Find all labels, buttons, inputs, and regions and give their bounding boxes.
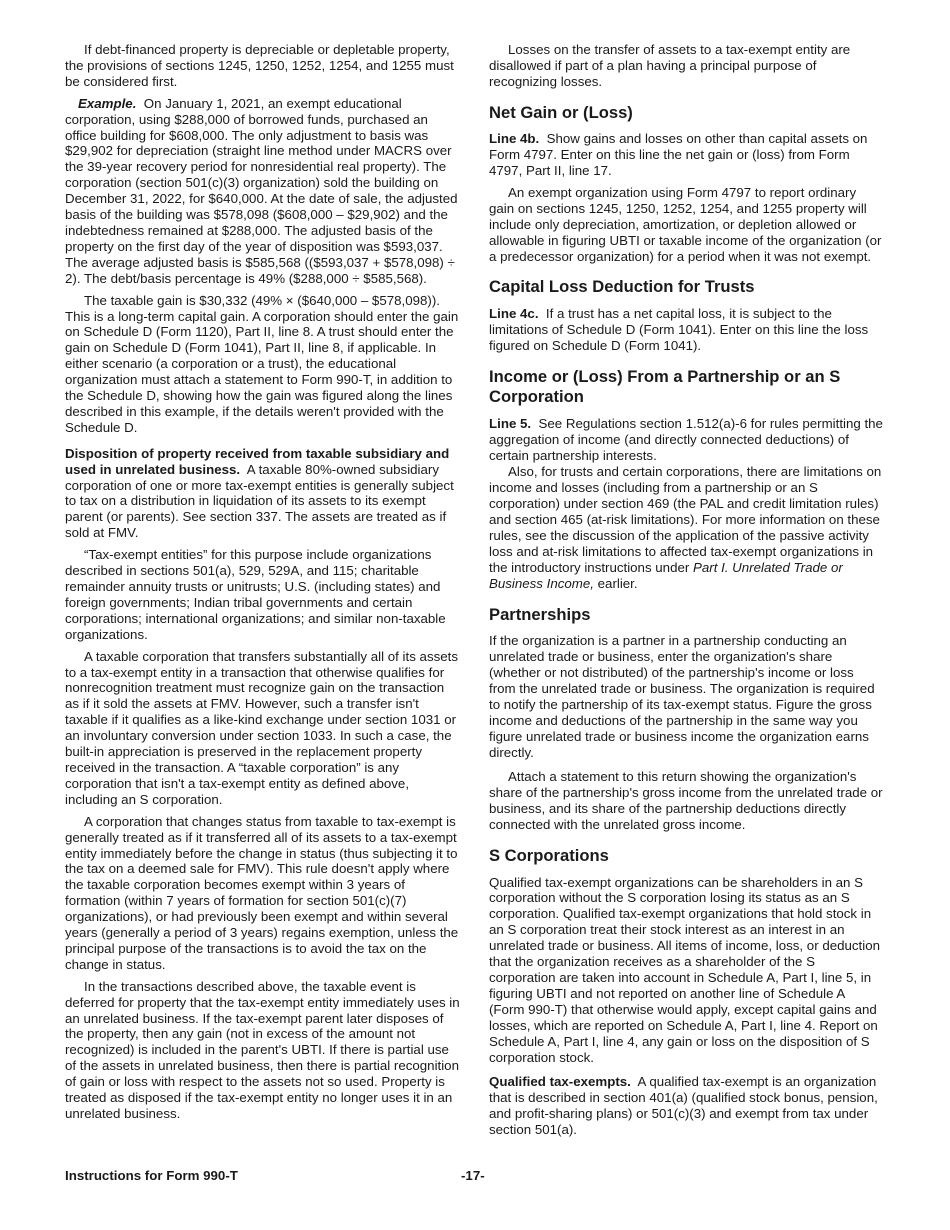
disposition-label: Disposition of property received from taxable subsidiary and used in unrelated business. [65, 445, 450, 477]
heading-partnerships: Partnerships [489, 604, 591, 624]
heading-s-corporations: S Corporations [489, 846, 609, 866]
paragraph-line-4c [489, 306, 883, 354]
line-4b-text: Show gains and losses on other than capital assets on Form 4797. Enter on this line the net gain or (loss) from Form 4797, Part II, line 17. [489, 131, 868, 179]
paragraph-partnership-statement: Attach a statement to this return showing the organization's share of the partnership's gross income from the unrelated trade or business, and its share of the partnership deductions directly connected with the unrelated gross income. [489, 769, 883, 833]
qualified-tax-exempts-label: Qualified tax-exempts. [489, 1074, 631, 1090]
paragraph-also-limitations [489, 464, 883, 591]
footer-form-title: Instructions for Form 990-T [65, 1168, 238, 1183]
paragraph-line-5 [489, 416, 883, 464]
line-4c-text: If a trust has a net capital loss, it is subject to the limitations of Schedule D (Form 1041). Enter on this line the loss figured on Schedule D (Form 1041). [489, 305, 869, 353]
paragraph-qualified-tax-exempts [489, 1074, 883, 1138]
paragraph-line-4b [489, 131, 883, 179]
paragraph-losses-transfer: Losses on the transfer of assets to a tax-exempt entity are disallowed if part of a plan having a principal purpose of recognizing losses. [489, 42, 851, 89]
also-end: earlier. [597, 575, 638, 591]
paragraph-example [65, 96, 461, 287]
heading-capital-loss: Capital Loss Deduction for Trusts [489, 277, 755, 297]
right-column [489, 42, 883, 1144]
left-column [65, 42, 461, 1128]
part-i-reference: Part I. Unrelated Trade or Business Income, [489, 559, 843, 591]
paragraph-s-corporations: Qualified tax-exempt organizations can be shareholders in an S corporation without the S corporation losing its status as an S corporation. Qualified tax-exempt organizations that hold stock in an S corporation treat their stock interest as an interest in an unrelated trade or business. All items of income, loss, or deduction that the organization receives as a shareholder of the S corporation are taken into account in Schedule A, Part I, line 5, in figuring UBTI and not reported on another line of Schedule A (Form 990-T) that otherwise would apply, except capital gains and losses, which are reported on Schedule A, Part I, line 4. Report on Schedule A, Part I, line 4, any gain or loss on the disposition of S corporation stock. [489, 874, 880, 1065]
example-label: Example. [78, 95, 137, 111]
paragraph-partnership-share: If the organization is a partner in a partnership conducting an unrelated trade or business, enter the organization's share (whether or not distributed) of the partnership's income or loss from the unrelated trade or business. The organization is required to notify the partnership of its tax-exempt status. Figure the gross income and deductions of the partnership in the same way you figure unrelated trade or business income the organization earns directly. [489, 633, 875, 760]
heading-income-partnership: Income or (Loss) From a Partnership or an S Corporation [489, 366, 841, 407]
line-5-label: Line 5. [489, 415, 532, 431]
disposition-text: A taxable 80%-owned subsidiary corporation of one or more tax-exempt entities is generally subject to tax on a distribution in liquidation of its assets to its exempt parent (or parents). See section 337. The assets are treated as if sold at FMV. [65, 461, 454, 541]
heading-net-gain: Net Gain or (Loss) [489, 102, 633, 122]
paragraph-deferred-event: In the transactions described above, the taxable event is deferred for property that the tax-exempt entity immediately uses in an unrelated business. If the tax-exempt parent later disposes of the property, then any gain (not in excess of the amount not recognized) is included in the parent's UBTI. If there is partial use of the assets in unrelated business, then there is partial recognition of gain or loss with respect to the assets not so used. Property is treated as disposed if the tax-exempt entity no longer uses it in an unrelated business. [65, 978, 460, 1121]
paragraph-change-status: A corporation that changes status from taxable to tax-exempt is generally treated as if it transferred all of its assets to a tax-exempt entity immediately before the change in status (thus subjecting it to the tax on a deemed sale for FMV). This rule doesn't apply where the taxable corporation becomes exempt within 3 years of formation (within 7 years of formation for section 501(c)(7) organizations), or had previously been exempt and within several years (generally a period of 3 years) regains exemption, unless the principal purpose of the transactions is to avoid the tax on the change in status. [65, 813, 459, 972]
example-text: On January 1, 2021, an exempt educational corporation, using $288,000 of borrowed funds, purchased an office building for $608,000. The only adjustment to basis was $29,902 for depreciation (straight line method under MACRS over the 39-year recovery period for nonresidential real property). The corporation (section 501(c)(3) organization) sold the building on December 31, 2022, for $640,000. At the date of sale, the adjusted basis of the building was $578,098 ($608,000 – $29,902) and the indebtedness remained at $288,000. The adjusted basis of the property on the first day of the year of disposition was $593,037. The average adjusted basis is $585,568 (($593,037 + $578,098) ÷ 2). The debt/basis percentage is 49% ($288,000 ÷ $585,568). [65, 95, 458, 286]
paragraph-tax-exempt-entities: “Tax-exempt entities” for this purpose include organizations described in sections 501(a), 529, 529A, and 115; charitable remainder annuity trusts or unitrusts; U.S. (including states) and foreign governments; Indian tribal governments and certain corporations; international organizations; and similar non-taxable organizations. [65, 547, 446, 642]
line-5-text: See Regulations section 1.512(a)-6 for rules permitting the aggregation of income (and directly connected deductions) of certain partnership interests. [489, 415, 883, 463]
paragraph-form-4797: An exempt organization using Form 4797 to report ordinary gain on sections 1245, 1250, 1252, 1254, and 1255 property will include only depreciation, amortization, or depletion allowed or allowable in figuring UBTI or taxable income of the organization (or a predecessor organization) for a period when it was not exempt. [489, 184, 882, 264]
qualified-tax-exempts-text: A qualified tax-exempt is an organization that is described in section 401(a) (qualified stock bonus, pension, and profit-sharing plans) or 501(c)(3) and exempt from tax under section 501(a). [489, 1074, 878, 1138]
line-4b-label: Line 4b. [489, 131, 540, 147]
paragraph-disposition [65, 446, 461, 541]
paragraph-taxable-corporation: A taxable corporation that transfers substantially all of its assets to a tax-exempt entity in a transaction that otherwise qualifies for nonrecognition treatment must recognize gain on the transaction as if it sold the assets at FMV. However, such a transfer isn't taxable if it qualifies as a like-kind exchange under section 1031 or an involuntary conversion under section 1033. In such a case, the built-in appreciation is preserved in the replacement property received in the transaction. A “taxable corporation” is any corporation that isn't a tax-exempt entity as defined above, including an S corporation. [65, 648, 458, 807]
paragraph-depreciable-property: If debt-financed property is depreciable or depletable property, the provisions of sections 1245, 1250, 1252, 1254, and 1255 must be considered first. [65, 42, 454, 89]
line-4c-label: Line 4c. [489, 305, 539, 321]
footer-page-number: -17- [461, 1168, 485, 1183]
paragraph-taxable-gain: The taxable gain is $30,332 (49% × ($640,000 – $578,098)). This is a long-term capital gain. A corporation should enter the gain on Schedule D (Form 1120), Part II, line 8. A trust should enter the gain on Schedule D (Form 1041), Part II, line 8, if applicable. In either scenario (a corporation or a trust), the educational organization must attach a statement to Form 990-T, in addition to the Schedule D, showing how the gain was figured along the lines described in this example, if the details weren't provided with the Schedule D. [65, 292, 459, 435]
also-text: Also, for trusts and certain corporations, there are limitations on income and losses (including from a partnership or an S corporation) under section 469 (the PAL and credit limitation rules) and section 465 (at-risk limitations). For more information on these rules, see the discussion of the application of the passive activity loss and at-risk limitations to affected tax-exempt organizations in the introductory instructions under [489, 464, 882, 575]
